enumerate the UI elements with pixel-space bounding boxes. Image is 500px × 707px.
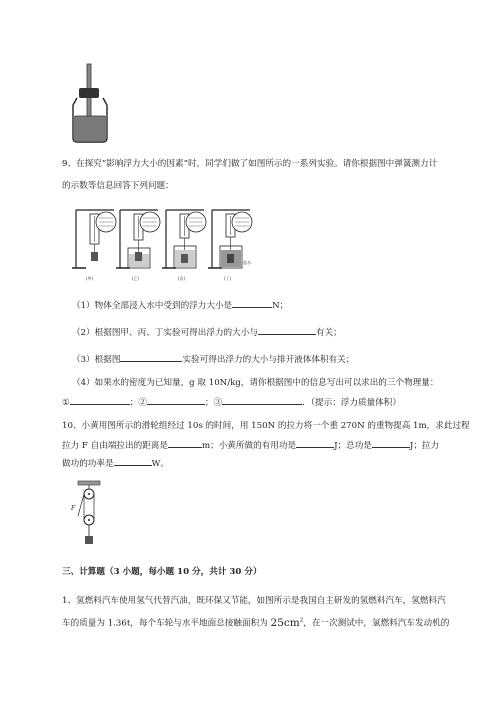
q11-line2 [62,614,449,630]
q9-sub4-mark3: ；③ [204,398,223,408]
label-jia: (甲) [86,276,94,281]
setup-bing [162,210,206,281]
q11-text-a: 车的质量为 1.36t，每个车轮与水平地面总接触面积为 [62,618,268,629]
q9-sub3-text: （3）根据图 [72,355,121,365]
q9-sub3-tail: 实验可得出浮力的大小与排开液体体积有关； [182,355,355,365]
q9-sub1 [72,298,288,312]
q9-text-line1: 9、在探究“影响浮力大小的因素”时，同学们做了如图所示的一系列实验。请你根据图中弹簧测力计 [62,159,438,169]
label-yi: (乙) [132,276,140,281]
answer-blank-2[interactable] [258,325,316,335]
q10-line2 [62,438,439,452]
q9-sub4-mark2: ；② [129,398,147,408]
answer-blank-6[interactable] [222,395,302,405]
label-ding: (丁) [224,276,232,281]
q9-sub4-mark1: ① [62,398,70,408]
label-bing: (丙) [178,276,186,281]
answer-blank-9[interactable] [372,438,410,448]
q11-text-b: ，在一次测试中，氢燃料汽车发动机的 [303,618,450,629]
beaker-liquid [74,116,106,141]
q10-text-a: 拉力 F 自由端拉出的距离是 [62,441,168,451]
answer-blank-10[interactable] [114,456,152,466]
q11-line1: 1、氢燃料汽车使用氢气代替汽油，既环保又节能，如图所示是我国自主研发的氢燃料汽车，氢燃料汽 [62,596,446,606]
weight-block [85,536,93,544]
answer-blank-1[interactable] [232,298,272,308]
ceiling [78,481,100,485]
area-value [271,617,304,629]
q10-text-f: W。 [151,459,170,469]
area-exponent: 2 [299,617,304,623]
q9-sub1-unit: N； [272,301,289,311]
q10-text-c: J；总功是 [334,441,372,451]
setup-jia [72,210,116,281]
q9-sub4-line2 [62,395,401,409]
beaker-figure [60,60,120,150]
q9-sub2-text: （2）根据图甲、丙、丁实验可得出浮力的大小与 [72,328,258,338]
q10-text-b: m；小黄所做的有用功是 [201,441,297,451]
q10-text-d: J；拉力 [409,441,440,451]
force-label-f: F [71,505,76,512]
answer-blank-5[interactable] [147,395,205,405]
q10-line3 [62,456,169,470]
q10-text-e: 做功的功率是 [62,459,114,469]
answer-blank-4[interactable] [70,395,130,405]
liquid-label: 盐水 [243,260,251,265]
answer-blank-3[interactable] [120,352,182,362]
q10-line1: 10、小黄用图所示的滑轮组经过 10s 的时间，用 150N 的拉力将一个重 270N 的重物提高 1m，求此过程 [62,421,470,431]
q9-sub4-line1: （4）如果水的密度为已知量，g 取 10N/kg，请你根据图中的信息写出可以求出的三个物理量： [72,378,439,388]
section3-heading: 三、计算题（3 小题，每小题 10 分，共计 30 分） [62,567,262,577]
setup-yi [116,210,160,281]
q9-text-line2: 的示数等信息回答下列问题： [62,181,174,191]
q9-sub3 [72,352,354,366]
setup-ding [208,210,252,281]
q9-sub2 [72,325,342,339]
answer-blank-7[interactable] [168,438,202,448]
buoyancy-experiment-figure [72,204,258,284]
q9-sub2-tail: 有关； [315,328,342,338]
q9-sub4-hint: ．（提示：浮力质量体积） [302,398,401,408]
pulley-figure [64,480,114,552]
area-value-text: 25cm [270,616,300,629]
q9-sub1-text: （1）物体全部浸入水中受到的浮力大小是 [72,301,233,311]
answer-blank-8[interactable] [296,438,334,448]
stopper [79,88,99,98]
